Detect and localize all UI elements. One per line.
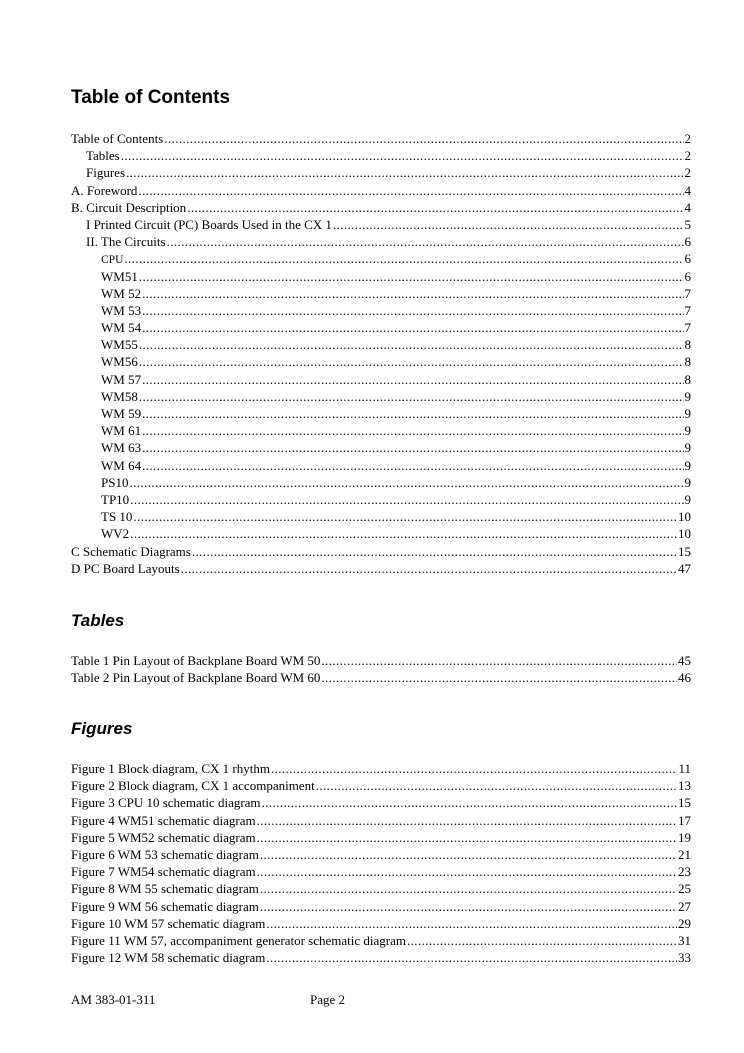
toc-entry[interactable] [71,302,691,319]
toc-entry[interactable] [71,543,691,560]
dot-leader [321,652,677,669]
dot-leader [142,405,683,422]
toc-entry-label: WM 53 [101,302,142,318]
figure-entry[interactable] [71,880,691,897]
table-entry[interactable] [71,652,691,669]
figure-entry-page-number: 19 [678,829,691,845]
dot-leader [321,669,677,686]
figures-list [71,760,691,966]
figure-entry-page-number: 25 [678,881,691,897]
toc-entry[interactable] [71,233,691,250]
figure-entry-page-number: 15 [678,795,691,811]
toc-entry-page-number: 9 [684,406,691,421]
toc-title: Table of Contents [71,87,231,108]
toc-entry-page-number: 6 [684,268,691,284]
dot-leader [142,302,683,319]
toc-entry-page-number: 5 [684,216,691,232]
figure-entry-page-number: 27 [678,898,691,914]
dot-leader [266,915,677,932]
dot-leader [262,794,677,811]
toc-entry-label: Tables [86,148,120,164]
figure-entry-page-number: 23 [678,864,691,880]
toc-entry-page-number: 9 [684,440,691,456]
figure-entry[interactable] [71,898,691,915]
toc-entry[interactable] [71,439,691,456]
toc-entry[interactable] [71,319,691,336]
figure-entry-label: Figure 11 WM 57, accompaniment generator schematic diagram [71,932,406,948]
toc-entry-page-number: 9 [684,474,691,490]
figure-entry-label: Figure 7 WM54 schematic diagram [71,864,256,880]
toc-entry[interactable] [71,525,691,542]
toc-entry[interactable] [71,353,691,370]
toc-entry[interactable] [71,216,691,233]
toc-entry[interactable] [71,457,691,474]
dot-leader [139,268,684,285]
toc-entry-page-number: 10 [678,509,691,525]
dot-leader [130,491,683,508]
figure-entry-page-number: 33 [678,950,691,966]
toc-list [71,130,691,577]
table-entry-label: Table 2 Pin Layout of Backplane Board WM 60 [71,670,321,686]
dot-leader [187,199,683,216]
toc-entry-label: WM 61 [101,423,142,439]
toc-entry-label: WM55 [101,337,138,353]
dot-leader [126,164,684,181]
footer-doc-number: AM 383-01-311 [71,992,156,1007]
toc-entry-page-number: 7 [684,320,691,336]
toc-entry-label: TP10 [101,491,130,507]
figure-entry-label: Figure 8 WM 55 schematic diagram [71,881,259,897]
dot-leader [142,319,683,336]
dot-leader [142,457,683,474]
toc-entry-page-number: 47 [678,560,691,576]
dot-leader [260,846,677,863]
figure-entry-label: Figure 4 WM51 schematic diagram [71,812,256,828]
dot-leader [257,829,677,846]
figure-entry[interactable] [71,829,691,846]
toc-entry[interactable] [71,405,691,422]
dot-leader [139,353,684,370]
figure-entry[interactable] [71,915,691,932]
figure-entry-label: Figure 3 CPU 10 schematic diagram [71,795,261,811]
toc-entry[interactable] [71,250,691,267]
dot-leader [142,285,683,302]
toc-entry-label: WV2 [101,526,130,542]
dot-leader [260,898,677,915]
toc-entry-page-number: 10 [678,526,691,542]
dot-leader [142,422,683,439]
toc-entry[interactable] [71,199,691,216]
toc-entry-label: WM 64 [101,457,142,473]
toc-entry-page-number: 4 [684,182,691,198]
figure-entry[interactable] [71,932,691,949]
toc-entry-page-number: 9 [684,423,691,439]
toc-entry-page-number: 4 [684,199,691,215]
toc-entry-label: TS 10 [101,509,133,525]
toc-entry-label: WM51 [101,268,138,284]
toc-entry-page-number: 7 [684,302,691,318]
toc-entry-label: WM 63 [101,440,142,456]
figure-entry-label: Figure 5 WM52 schematic diagram [71,829,256,845]
dot-leader [167,233,684,250]
toc-entry-page-number: 9 [684,457,691,473]
figure-entry-label: Figure 2 Block diagram, CX 1 accompaniment [71,778,315,794]
toc-entry[interactable] [71,508,691,525]
toc-entry-page-number: 9 [684,491,691,507]
toc-entry[interactable] [71,164,691,181]
toc-entry-label: D PC Board Layouts [71,560,180,576]
toc-entry[interactable] [71,285,691,302]
dot-leader [121,147,684,164]
footer-page-number: Page 2 [310,992,346,1007]
dot-leader [138,182,683,199]
toc-entry-label: WM 52 [101,285,142,301]
toc-entry-label: Figures [86,165,125,181]
toc-entry[interactable] [71,371,691,388]
figure-entry-page-number: 21 [678,846,691,862]
toc-entry-label: WM 54 [101,320,142,336]
dot-leader [133,508,677,525]
toc-entry-page-number: 8 [684,371,691,387]
toc-entry-label: WM56 [101,354,138,370]
figure-entry-label: Figure 9 WM 56 schematic diagram [71,898,259,914]
dot-leader [271,760,678,777]
toc-entry-label: WM58 [101,388,138,404]
toc-entry[interactable] [71,130,691,147]
table-entry-page-number: 45 [678,653,691,668]
dot-leader [130,525,677,542]
toc-entry[interactable] [71,422,691,439]
toc-entry[interactable] [71,336,691,353]
figure-entry-label: Figure 12 WM 58 schematic diagram [71,950,266,966]
toc-entry-label: I Printed Circuit (PC) Boards Used in the CX 1 [86,216,332,232]
toc-entry-page-number: 6 [684,251,691,267]
dot-leader [181,560,677,577]
figure-entry[interactable] [71,949,691,966]
figure-entry-label: Figure 10 WM 57 schematic diagram [71,915,266,931]
toc-entry-page-number: 2 [684,148,691,164]
toc-entry-label: WM 57 [101,371,142,387]
dot-leader [266,949,677,966]
dot-leader [316,777,677,794]
figure-entry[interactable] [71,812,691,829]
figure-entry[interactable] [71,863,691,880]
tables-list [71,652,691,686]
toc-entry[interactable] [71,147,691,164]
table-entry[interactable] [71,669,691,686]
toc-entry-page-number: 8 [684,337,691,353]
toc-entry-page-number: 15 [678,543,691,559]
figure-entry-page-number: 29 [678,915,691,931]
toc-entry-page-number: 2 [684,165,691,181]
toc-entry-page-number: 6 [684,234,691,250]
figure-entry-page-number: 13 [678,778,691,794]
figure-entry[interactable] [71,846,691,863]
toc-entry[interactable] [71,268,691,285]
toc-entry-label: B. Circuit Description [71,199,187,215]
dot-leader [129,474,683,491]
toc-entry-label: A. Foreword [71,182,138,198]
toc-entry-label: CPU [101,254,124,267]
dot-leader [260,880,677,897]
figures-heading: Figures [71,719,133,738]
figure-entry[interactable] [71,794,691,811]
toc-entry[interactable] [71,182,691,199]
figure-entry-page-number: 31 [678,932,691,948]
toc-entry[interactable] [71,560,691,577]
figure-entry[interactable] [71,777,691,794]
dot-leader [257,863,677,880]
toc-entry-page-number: 2 [684,131,691,146]
dot-leader [192,543,677,560]
dot-leader [142,371,683,388]
dot-leader [164,130,683,147]
figure-entry-page-number: 11 [678,761,691,776]
figure-entry-page-number: 17 [678,812,691,828]
toc-entry[interactable] [71,491,691,508]
table-entry-page-number: 46 [678,670,691,686]
dot-leader [407,932,677,949]
dot-leader [124,250,683,267]
tables-heading: Tables [71,611,125,630]
toc-entry-page-number: 7 [684,285,691,301]
toc-entry-label: WM 59 [101,406,142,421]
table-entry-label: Table 1 Pin Layout of Backplane Board WM 50 [71,653,321,668]
toc-entry-label: Table of Contents [71,131,164,146]
figure-entry-label: Figure 6 WM 53 schematic diagram [71,846,259,862]
toc-entry[interactable] [71,388,691,405]
dot-leader [139,388,684,405]
dot-leader [142,439,683,456]
toc-entry-label: II. The Circuits [86,234,166,250]
dot-leader [257,812,677,829]
toc-entry-page-number: 8 [684,354,691,370]
toc-entry-label: PS10 [101,474,129,490]
toc-entry[interactable] [71,474,691,491]
dot-leader [333,216,684,233]
figure-entry-label: Figure 1 Block diagram, CX 1 rhythm [71,761,270,776]
toc-entry-label: C Schematic Diagrams [71,543,191,559]
toc-entry-page-number: 9 [684,388,691,404]
dot-leader [139,336,684,353]
figure-entry[interactable] [71,760,691,777]
